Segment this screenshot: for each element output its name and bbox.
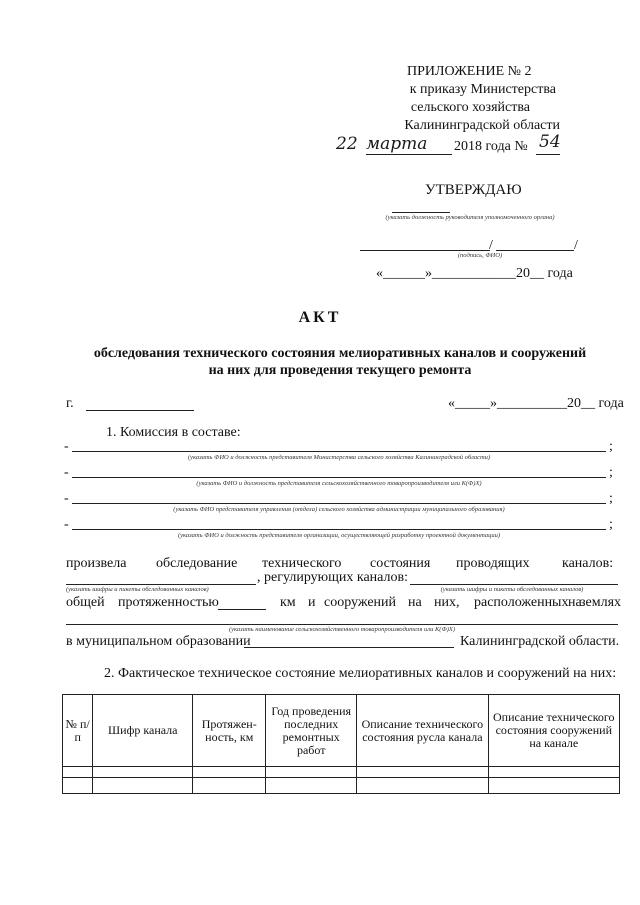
- member-caption-2: (указать ФИО и должность представителя сельскохозяйственного товаропроизводителя или К(Ф)Х): [196, 480, 482, 487]
- producer-caption: (указать наименование сельскохозяйственного товаропроизводителя или К(Ф)Х): [229, 626, 455, 633]
- col-number: № п/п: [63, 695, 93, 767]
- word-on: на: [408, 595, 422, 610]
- signature-caption: (подпись, ФИО): [457, 252, 503, 259]
- handwritten-day: 22: [336, 134, 358, 154]
- member-caption-1: (указать ФИО и должность представителя Министерства сельского хозяйства Калининградской области): [187, 454, 491, 461]
- member-dash-2: -: [64, 465, 69, 480]
- table-row: [63, 778, 620, 794]
- word-length: протяженностью: [118, 595, 219, 610]
- cipher-caption-right: (указать шифры и пикеты обследованных каналов): [440, 586, 584, 593]
- col-repair-year: Год проведения последних ремонтных работ: [266, 695, 357, 767]
- regulating-channels-label: , регулирующих каналов:: [257, 570, 408, 585]
- word-conducting: проводящих: [456, 556, 530, 571]
- word-channels: каналов:: [562, 556, 614, 571]
- table-row: [63, 767, 620, 778]
- commission-heading: 1. Комиссия в составе:: [106, 425, 241, 440]
- approve-date-line: «______»____________20__ года: [376, 266, 573, 281]
- word-them: них,: [434, 595, 460, 610]
- word-lands-visible: землях: [580, 595, 622, 610]
- approve-title: УТВЕРЖДАЮ: [425, 182, 522, 198]
- state-heading: 2. Фактическое техническое состояние мелиоративных каналов и сооружений на них:: [104, 666, 617, 681]
- member-dash-3: -: [64, 491, 69, 506]
- word-state: состояния: [370, 556, 431, 571]
- word-total: общей: [66, 595, 105, 610]
- signature-slash-2: /: [574, 238, 578, 253]
- member-semicolon-3: ;: [609, 491, 613, 506]
- position-caption: (указать должность руководителя уполномоченного органа): [385, 214, 555, 221]
- region-label: Калининградской области.: [460, 634, 620, 649]
- member-caption-3: (указать ФИО представителя управления (отдела) сельского хозяйства администрации муниципального образования): [173, 506, 505, 513]
- act-date: «_____»__________20__ года: [448, 396, 624, 411]
- document-title: АКТ: [298, 309, 342, 326]
- word-inspection: обследование: [156, 556, 238, 571]
- member-dash-4: -: [64, 517, 69, 532]
- word-km: км: [280, 595, 296, 610]
- document-subtitle-1: обследования технического состояния мелиоративных каналов и сооружений: [93, 346, 587, 361]
- col-structures-state: Описание технического состояния сооружений на канале: [488, 695, 619, 767]
- member-semicolon-4: ;: [609, 517, 613, 532]
- handwritten-month: марта: [366, 134, 428, 154]
- member-dash-1: -: [64, 439, 69, 454]
- document-subtitle-2: на них для проведения текущего ремонта: [208, 363, 472, 378]
- word-located: расположенных: [474, 595, 569, 610]
- word-produced: произвела: [66, 556, 127, 571]
- signature-slash-1: /: [489, 238, 493, 253]
- word-on-2: на: [568, 595, 582, 610]
- city-prefix: г.: [66, 396, 74, 411]
- order-year-text: 2018 года №: [454, 139, 528, 154]
- annex-number: ПРИЛОЖЕНИЕ № 2: [407, 64, 532, 79]
- member-semicolon-2: ;: [609, 465, 613, 480]
- order-line-2: сельского хозяйства: [410, 100, 530, 115]
- order-line-1: к приказу Министерства: [409, 82, 556, 97]
- word-technical: технического: [262, 556, 342, 571]
- state-table: [62, 694, 620, 794]
- col-channel-code: Шифр канала: [93, 695, 193, 767]
- word-structures: сооружений: [324, 595, 397, 610]
- length-line: [66, 595, 618, 613]
- order-date-line: [336, 134, 576, 160]
- col-length: Протяжен-ность, км: [193, 695, 266, 767]
- word-and: и: [308, 595, 316, 610]
- member-semicolon-1: ;: [609, 439, 613, 454]
- municipal-label: в муниципальном образовании: [66, 634, 251, 649]
- cipher-caption-left: (указать шифры и пикеты обследованных каналов): [66, 586, 209, 593]
- handwritten-order-number: 54: [539, 132, 561, 152]
- order-line-3: Калининградской области: [404, 118, 560, 133]
- member-caption-4: (указать ФИО и должность представителя организации, осуществляющей разработку проектной документации): [177, 532, 501, 539]
- col-riverbed-state: Описание технического состояния русла канала: [357, 695, 488, 767]
